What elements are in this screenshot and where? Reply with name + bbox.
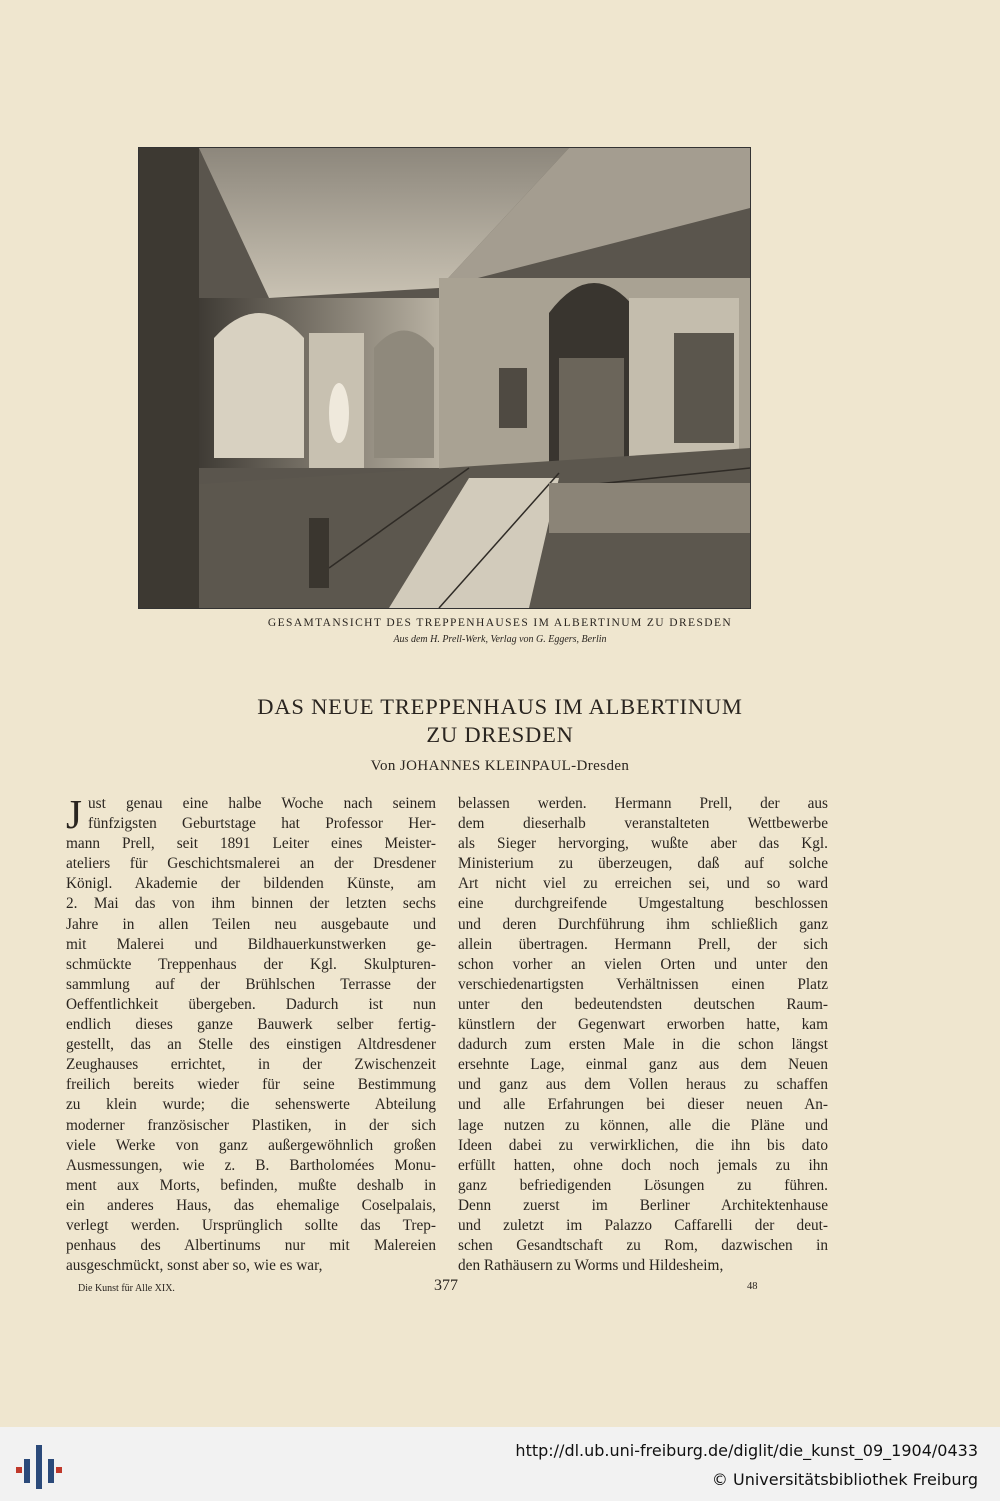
text-line: Zeughauses errichtet, in der Zwischenzeit [66,1056,436,1074]
text-line: als Sieger hervorging, wußte aber das Kgl. [458,835,828,853]
text-line: penhaus des Albertinums nur mit Malereien [66,1237,436,1255]
figure-caption: GESAMTANSICHT DES TREPPENHAUSES IM ALBERTINUM ZU DRESDEN [267,617,733,629]
text-line: schmückte Treppenhaus der Kgl. Skulpturen- [66,955,436,973]
text-line: fünfzigsten Geburtstage hat Professor Her- [87,815,436,833]
text-line: ust genau eine halbe Woche nach seinem [87,795,436,812]
text-line: ateliers für Geschichtsmalerei an der Dresdener [66,855,436,873]
signature-mark: 48 [747,1281,758,1292]
text-line: ersehnte Lage, einmal ganz aus dem Neuen [458,1056,828,1074]
figure-credit: Aus dem H. Prell-Werk, Verlag von G. Eggers, Berlin [393,634,607,645]
text-line: ment aux Morts, befinden, mußte deshalb in [66,1176,436,1194]
text-line: mit Malerei und Bildhauerkunstwerken ge- [66,935,436,953]
text-line: endlich dieses ganze Bauwerk selber fertig- [66,1016,436,1034]
text-line: Ausmessungen, wie z. B. Bartholomées Monu- [66,1156,436,1174]
left-column [66,791,436,1276]
text-line: und ganz aus dem Vollen heraus zu schaffen [458,1076,828,1094]
text-line: 2. Mai das von ihm binnen der letzten sechs [66,895,436,913]
staircase-photograph [138,147,751,609]
text-line: und deren Durchführung ihm schließlich ganz [458,915,828,933]
text-line: ausgeschmückt, sonst aber so, wie es war, [66,1257,323,1275]
journal-footer: Die Kunst für Alle XIX. [78,1283,175,1294]
text-line: dadurch zum ersten Male in die schon längst [458,1036,828,1054]
text-line: moderner französischer Plastiken, in der sich [66,1116,436,1134]
text-line: schon vorher an vielen Orten und unter den [458,955,828,973]
staircase-illustration [139,148,750,608]
text-line: ganz befriedigenden Lösungen zu führen. [458,1176,828,1194]
article-title-line-1: DAS NEUE TREPPENHAUS IM ALBERTINUM [257,694,743,719]
text-line: erfüllt hatten, ohne doch noch jemals zu ihn [458,1156,828,1174]
text-line: verlegt werden. Ursprünglich sollte das Trep- [66,1216,436,1234]
text-line: und zuletzt im Palazzo Caffarelli der deut- [458,1216,828,1234]
page-number: 377 [434,1277,458,1294]
text-line: gestellt, das an Stelle des einstigen Altdresdener [66,1036,436,1054]
right-column [458,794,828,1276]
text-line: ein anderes Haus, das ehemalige Coselpalais, [66,1196,436,1214]
text-line: Ideen dabei zu verwirklichen, die ihn bis dato [458,1136,828,1154]
text-line: Königl. Akademie der bildenden Künste, am [66,875,436,893]
viewer-footer-bar [0,1427,1000,1501]
text-line: mann Prell, seit 1891 Leiter eines Meister- [66,835,436,853]
text-line: den Rathäusern zu Worms und Hildesheim, [458,1257,724,1275]
text-line: künstlern der Gegenwart erworben hatte, kam [458,1016,828,1034]
text-line: freilich bereits wieder für seine Bestimmung [66,1076,436,1094]
text-line: Oeffentlichkeit übergeben. Dadurch ist nun [66,995,436,1013]
copyright-notice: © Universitätsbibliothek Freiburg [711,1470,978,1489]
text-line: lage nutzen zu können, alle die Pläne und [458,1116,828,1134]
text-line: Jahre in allen Teilen neu ausgebaute und [66,915,436,933]
text-line: Denn zuerst im Berliner Architektenhause [458,1196,828,1214]
text-line: eine durchgreifende Umgestaltung beschlossen [458,895,828,913]
text-line: viele Werke von ganz außergewöhnlich großen [66,1136,436,1154]
article-title [100,693,900,749]
article-byline: Von JOHANNES KLEINPAUL-Dresden [370,758,630,774]
document-url[interactable]: http://dl.ub.uni-freiburg.de/diglit/die_kunst_09_1904/0433 [515,1441,978,1460]
text-line: allein übertragen. Hermann Prell, der sich [458,935,828,953]
text-line: unter den bedeutendsten deutschen Raum- [458,995,828,1013]
text-line: und alle Erfahrungen bei dieser neuen An- [458,1096,828,1114]
text-line: zu klein wurde; die sehenswerte Abteilung [66,1096,436,1114]
text-line: verschiedenartigsten Verhältnissen einen Platz [458,975,828,993]
drop-cap: J [66,791,82,837]
article-title-line-2: ZU DRESDEN [426,722,574,747]
text-line: belassen werden. Hermann Prell, der aus [458,795,828,812]
text-line: Art nicht viel zu erreichen sei, und so ward [458,875,828,893]
library-logo-icon [16,1445,64,1489]
text-line: sammlung auf der Brühlschen Terrasse der [66,975,436,993]
text-line: schen Gesandtschaft zu Rom, dazwischen in [458,1237,828,1255]
text-line: dem dieserhalb veranstalteten Wettbewerbe [458,815,828,833]
text-line: Ministerium zu überzeugen, daß auf solche [458,855,828,873]
